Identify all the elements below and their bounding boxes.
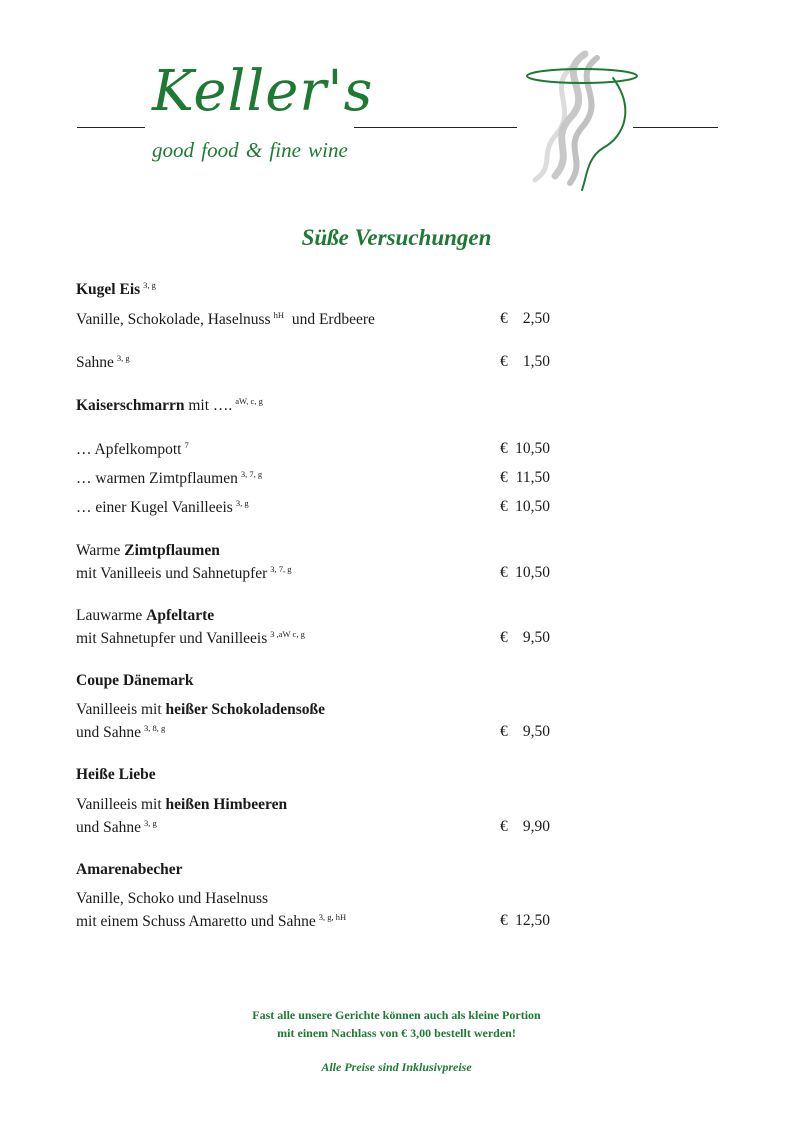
price-kaiser-apfelkompott: € 10,50 [500, 440, 550, 457]
item-sahne: Sahne $^{3, g}$ [76, 353, 130, 371]
price-kugel-eis: € 2,50 [500, 310, 550, 327]
item-title-apfeltarte: Lauwarme Apfeltarte [76, 607, 215, 624]
item-title-coupe: Coupe Dänemark [76, 672, 194, 689]
price-amarenabecher: € 12,50 [500, 912, 550, 929]
item-desc-zimtpflaumen: mit Vanilleeis und Sahnetupfer $^{3, 7, g}$ [76, 564, 292, 582]
item-desc-coupe-1: Vanilleeis mit heißer Schokoladensoße [76, 701, 326, 718]
item-kaiser-vanilleeis: … einer Kugel Vanilleeis $^{3, g}$ [76, 498, 249, 516]
price-apfeltarte: € 9,50 [500, 629, 550, 646]
price-zimtpflaumen: € 10,50 [500, 564, 550, 581]
footer-prices-note: Alle Preise sind Inklusivpreise [321, 1060, 472, 1074]
item-title-heisse-liebe: Heiße Liebe [76, 766, 156, 783]
item-title-kugel-eis: Kugel Eis $^{3, g}$ [76, 280, 156, 298]
logo-tagline: good food & fine wine [152, 138, 348, 162]
item-title-amarenabecher: Amarenabecher [76, 861, 183, 878]
item-desc-liebe-2: und Sahne $^{3, g}$ [76, 818, 157, 836]
price-coupe: € 9,50 [500, 723, 550, 740]
item-desc-liebe-1: Vanilleeis mit heißen Himbeeren [76, 796, 288, 813]
price-heisse-liebe: € 9,90 [500, 818, 550, 835]
item-desc-apfeltarte: mit Sahnetupfer und Vanilleeis $^{3 ,aW c, g}$ [76, 629, 305, 647]
price-kaiser-vanilleeis: € 10,50 [500, 498, 550, 515]
price-kaiser-zimtpflaumen: € 11,50 [500, 469, 550, 486]
item-desc-amarena-2: mit einem Schuss Amaretto und Sahne $^{3, g, hH}$ [76, 912, 347, 930]
item-title-zimtpflaumen: Warme Zimtpflaumen [76, 542, 220, 559]
item-kaiser-apfelkompott: … Apfelkompott $^7$ [76, 440, 189, 458]
item-title-kaiserschmarrn: Kaiserschmarrn mit …. $^{aW, c, g}$ [76, 396, 263, 414]
footer-note-line1: Fast alle unsere Gerichte können auch als kleine Portion [252, 1008, 541, 1022]
item-desc-amarena-1: Vanille, Schoko und Haselnuss [76, 890, 269, 907]
price-sahne: € 1,50 [500, 353, 550, 370]
item-desc-coupe-2: und Sahne $^{3, 8, g}$ [76, 723, 166, 741]
header-rule-right [633, 127, 718, 128]
header-rule-left [77, 127, 145, 128]
wine-glass-logo-icon [515, 48, 640, 196]
item-kaiser-zimtpflaumen: … warmen Zimtpflaumen $^{3, 7, g}$ [76, 469, 263, 487]
page-title: Süße Versuchungen [301, 225, 492, 250]
footer-note-line2: mit einem Nachlass von € 3,00 bestellt werden! [277, 1026, 516, 1040]
item-desc-kugel-eis: Vanille, Schokolade, Haselnuss $^{hH}$ und Erdbeere [76, 310, 375, 328]
header-rule-middle [354, 127, 517, 128]
logo-wordmark: Keller's [152, 59, 374, 124]
